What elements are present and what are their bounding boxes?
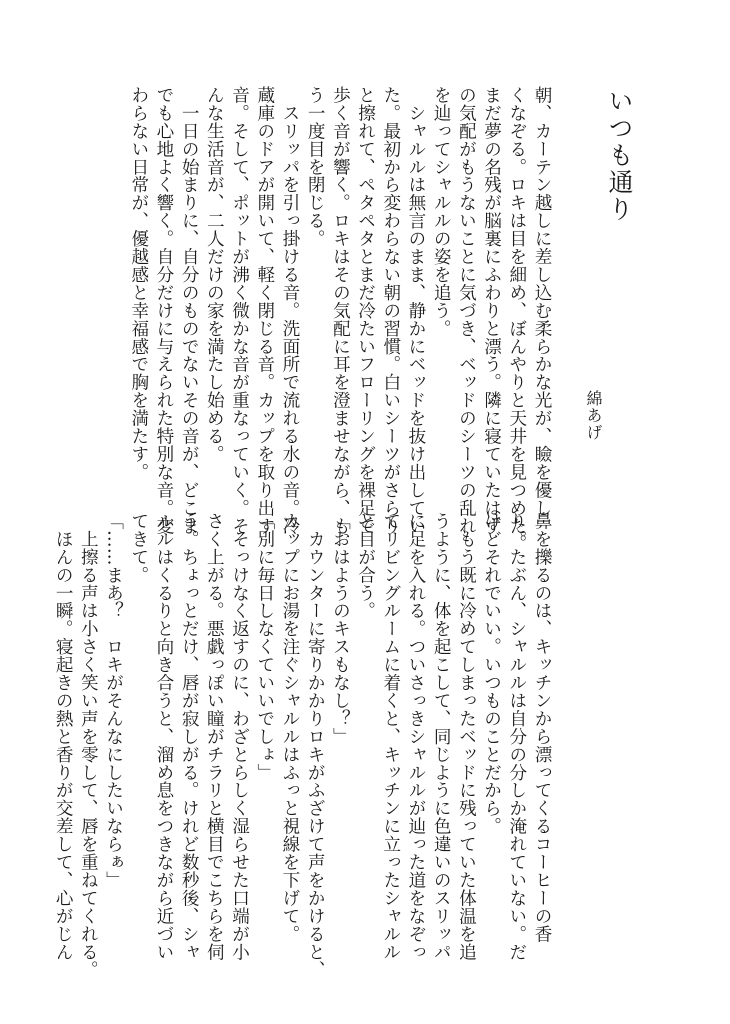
text-line: 一日の始まりに、自分のものでないその音が、どこま (179, 86, 200, 535)
text-line: くなぞる。ロキは目を細め、ぼんやりと天井を見つめた。 (506, 86, 527, 553)
text-line: そっけなく返すのに、わざとらしく湿らせた口端が小 (229, 512, 250, 961)
text-line: 蔵庫のドアが開いて、軽く閉じる音。カップを取り出す (254, 86, 275, 535)
text-line: の気配がもうないことに気づき、ベッドのシーツの乱れ (456, 86, 477, 535)
text-line: 朝、カーテン越しに差し込む柔らかな光が、瞼を優し (532, 86, 552, 517)
text-line: に足を入れる。ついさっきシャルルが辿った道をなぞっ (405, 512, 426, 961)
text-line: わらない日常が、優越感と幸福感で胸を満たす。 (128, 86, 149, 481)
text-line: た。最初から変わらない朝の習慣。白いシーツがさらり (380, 86, 401, 535)
author-name: 綿あげ (584, 390, 603, 441)
text-line: カップにお湯を注ぐシャルルはふっと視線を下げて。 (279, 512, 300, 943)
text-line: うように、体を起こして、同じように色違いのスリッパ (431, 512, 452, 961)
text-line: でも心地よく響く。自分だけに与えられた特別な音。変 (153, 86, 174, 535)
text-line: さく上がる。悪戯っぽい瞳がチラリと横目でこちらを伺 (204, 512, 225, 961)
text-line: シャルルは無言のまま、静かにベッドを抜け出してい (405, 86, 426, 535)
text-line: ルルはくるりと向き合うと、溜め息をつきながら近づい (153, 512, 174, 961)
lower-text-block (53, 512, 554, 979)
text-line: てきて。 (128, 512, 149, 584)
text-line: もう既に冷めてしまったベッドに残っていた体温を追 (456, 512, 477, 961)
text-line: り。たぶん、シャルルは自分の分しか淹れていない。だ (506, 512, 527, 961)
text-line: う。ちょっとだけ、唇が寂しがる。けれど数秒後、シャ (179, 512, 200, 961)
text-line: んな生活音が、二人だけの家を満たし始める。 (204, 86, 225, 463)
text-line: 音。そして、ポットが沸く微かな音が重なっていく。そ (229, 86, 250, 535)
text-line: ほんの一瞬。寝起きの熱と香りが交差して、心がじん (53, 512, 74, 961)
text-line: を辿ってシャルルの姿を追う。 (431, 86, 452, 338)
text-line: 上擦る声は小さく笑い声を零して、唇を重ねてくれる。 (78, 512, 99, 979)
story-title: いつも通り (605, 88, 634, 223)
text-line: 「……まあ？ ロキがそんなにしたいならぁ」 (103, 512, 124, 889)
text-line: と擦れて、ペタペタとまだ冷たいフローリングを裸足で (355, 86, 376, 535)
text-line: カウンターに寄りかかりロキがふざけて声をかけると、 (305, 512, 326, 979)
text-line: う一度目を閉じる。 (305, 86, 326, 248)
text-line: スリッパを引っ掛ける音。洗面所で流れる水の音。冷 (279, 86, 300, 535)
text-line: と目が合う。 (355, 512, 376, 620)
text-line: けどそれでいい。いつものことだから。 (481, 512, 502, 836)
text-line: てリビングルームに着くと、キッチンに立ったシャルル (380, 512, 401, 961)
text-line: 「別に毎日しなくていいでしょ」 (254, 512, 275, 782)
text-line: 「おはようのキスもなし？」 (330, 512, 351, 746)
text-line: 歩く音が響く。ロキはその気配に耳を澄ませながら、も (330, 86, 351, 535)
text-line: まだ夢の名残が脳裏にふわりと漂う。隣に寝ていたはず (481, 86, 502, 535)
text-line: 鼻を擽るのは、キッチンから漂ってくるコーヒーの香 (532, 512, 552, 943)
